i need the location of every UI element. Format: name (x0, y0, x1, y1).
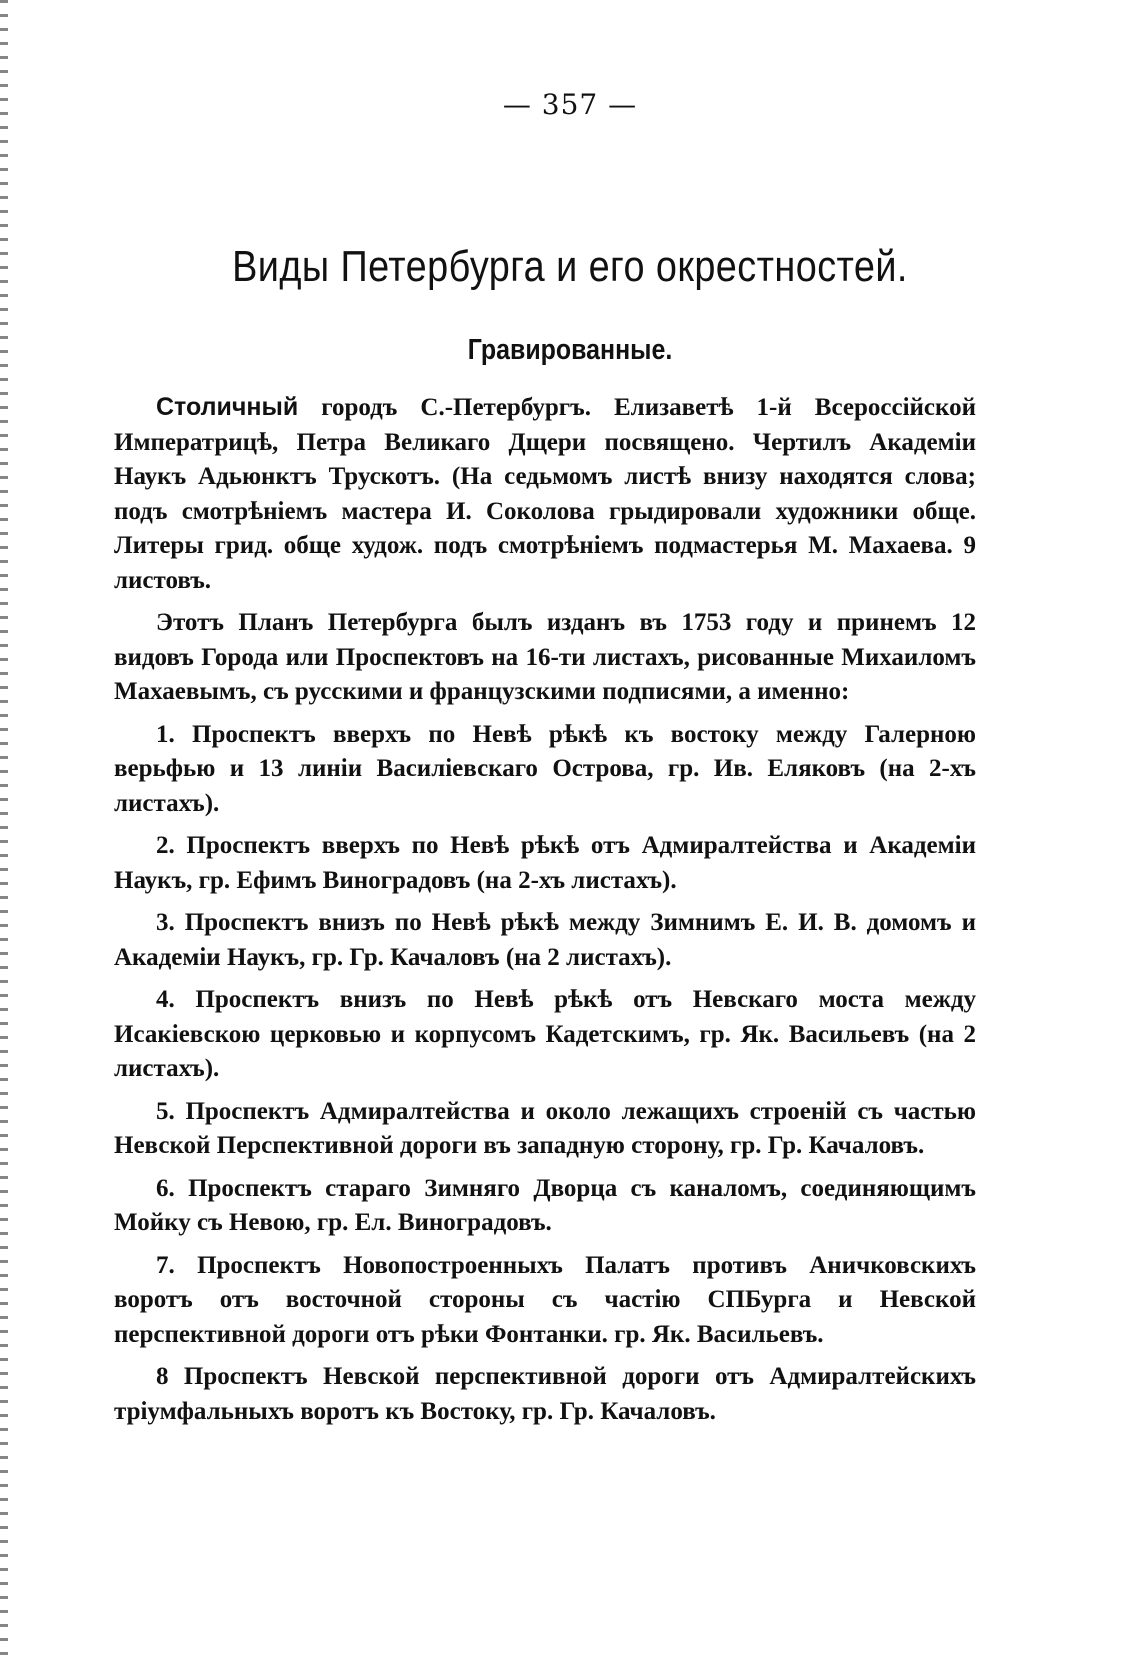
page-number: — 357 — (502, 88, 638, 121)
list-item: 6. Проспектъ стараго Зимняго Дворца съ каналомъ, соединяющимъ Мойку съ Невою, гр. Ел. Виноградовъ. (114, 1174, 976, 1236)
list-item: 8 Проспектъ Невской перспективной дороги отъ Адмиралтейскихъ тріумфальныхъ воротъ къ Востоку, гр. Гр. Качаловъ. (114, 1363, 976, 1425)
list-item: 7. Проспектъ Новопостроенныхъ Палатъ противъ Аничковскихъ воротъ отъ восточной стороны съ частію СПБурга и Невской перспективной дороги отъ рѣки Фонтанки. гр. Як. Васильевъ. (114, 1251, 976, 1348)
list-item: 3. Проспектъ внизъ по Невѣ рѣкѣ между Зимнимъ Е. И. В. домомъ и Академіи Наукъ, гр. Гр. Качаловъ (на 2 листахъ). (114, 909, 976, 971)
plan-paragraph: Этотъ Планъ Петербурга былъ изданъ въ 1753 году и принемъ 12 видовъ Города или Проспектовъ на 16-ти листахъ, рисованные Михаиломъ Махаевымъ, съ русскими и французскими подписями, а именно: (114, 609, 976, 705)
page-title: Виды Петербурга и его окрестностей. (232, 242, 908, 291)
views-list (114, 718, 976, 1430)
scan-edge-decoration (0, 0, 8, 1657)
list-item: 4. Проспектъ внизъ по Невѣ рѣкѣ отъ Невскаго моста между Исакіевскою церковью и корпусомъ Кадетскимъ, гр. Як. Васильевъ (на 2 листахъ). (114, 986, 976, 1082)
intro-paragraph (114, 390, 976, 598)
intro-lead-word: Столичный (156, 393, 299, 421)
body-text (114, 390, 976, 1437)
intro-text: городъ С.-Петербургъ. Елизаветѣ 1-й Всероссійской Императрицѣ, Петра Великаго Дщери посвящено. Чертилъ Академіи Наукъ Адьюнктъ Трускотъ. (На седьмомъ листѣ внизу находятся слова; подъ смотрѣніемъ мастера И. Соколова грыдировали художники обще. Литеры грид. обще худож. подъ смотрѣніемъ подмастерья М. Махаева. 9 листовъ. (114, 394, 976, 594)
list-item: 5. Проспектъ Адмиралтейства и около лежащихъ строеній съ частью Невской Перспективной дороги въ западную сторону, гр. Гр. Качаловъ. (114, 1097, 976, 1159)
list-item: 1. Проспектъ вверхъ по Невѣ рѣкѣ къ востоку между Галерною верьфью и 13 линіи Василіевскаго Острова, гр. Ив. Еляковъ (на 2-хъ листахъ). (114, 720, 976, 817)
list-item: 2. Проспектъ вверхъ по Невѣ рѣкѣ отъ Адмиралтейства и Академіи Наукъ, гр. Ефимъ Виноградовъ (на 2-хъ листахъ). (114, 832, 976, 894)
section-subtitle: Гравированные. (467, 334, 673, 366)
